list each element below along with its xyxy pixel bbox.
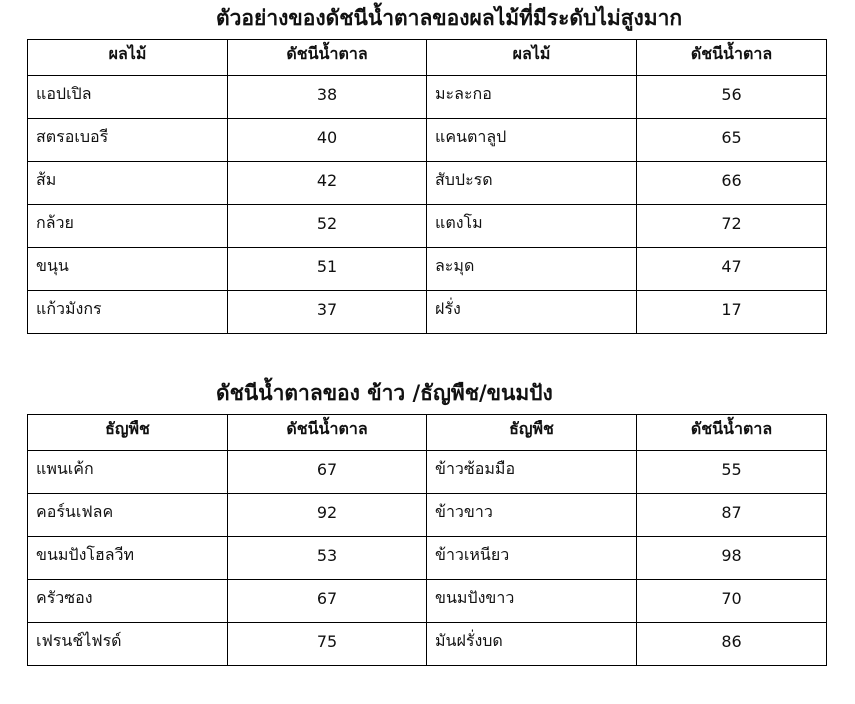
gi-value-cell: 67 [228, 580, 427, 623]
gi-value-cell: 56 [637, 76, 827, 119]
item-name-cell: ส้ม [28, 162, 228, 205]
item-name-cell: แคนตาลูป [427, 119, 637, 162]
table-row [28, 537, 827, 580]
fruit-table-title: ตัวอย่างของดัชนีน้ำตาลของผลไม้ที่มีระดับไม่สูงมาก [216, 6, 683, 30]
gi-value-cell: 75 [228, 623, 427, 666]
grain-table-title: ดัชนีน้ำตาลของ ข้าว /ธัญพืช/ขนมปัง [216, 381, 553, 405]
item-name-cell: กล้วย [28, 205, 228, 248]
gi-value-cell: 38 [228, 76, 427, 119]
item-name-cell: มะละกอ [427, 76, 637, 119]
gi-value-cell: 67 [228, 451, 427, 494]
gi-value-cell: 72 [637, 205, 827, 248]
gi-value-cell: 55 [637, 451, 827, 494]
table-row [28, 451, 827, 494]
column-header-item: ธัญพืช [28, 415, 228, 451]
gi-value-cell: 92 [228, 494, 427, 537]
gi-value-cell: 51 [228, 248, 427, 291]
item-name-cell: คอร์นเฟลค [28, 494, 228, 537]
column-header-gi: ดัชนีน้ำตาล [637, 415, 827, 451]
table-row [28, 248, 827, 291]
table-row [28, 494, 827, 537]
item-name-cell: ขนมปังขาว [427, 580, 637, 623]
column-header-gi: ดัชนีน้ำตาล [228, 415, 427, 451]
gi-value-cell: 53 [228, 537, 427, 580]
table-row [28, 580, 827, 623]
table-header-row [28, 40, 827, 76]
item-name-cell: มันฝรั่งบด [427, 623, 637, 666]
item-name-cell: ข้าวซ้อมมือ [427, 451, 637, 494]
item-name-cell: แก้วมังกร [28, 291, 228, 334]
gi-value-cell: 52 [228, 205, 427, 248]
item-name-cell: สตรอเบอรี [28, 119, 228, 162]
item-name-cell: ครัวซอง [28, 580, 228, 623]
item-name-cell: ขนมปังโฮลวีท [28, 537, 228, 580]
table-row [28, 76, 827, 119]
gi-value-cell: 66 [637, 162, 827, 205]
gi-value-cell: 65 [637, 119, 827, 162]
item-name-cell: ฝรั่ง [427, 291, 637, 334]
gi-value-cell: 40 [228, 119, 427, 162]
table-row [28, 623, 827, 666]
column-header-gi: ดัชนีน้ำตาล [637, 40, 827, 76]
grain-glycemic-index-table [27, 414, 827, 666]
table-row [28, 291, 827, 334]
gi-value-cell: 17 [637, 291, 827, 334]
gi-value-cell: 47 [637, 248, 827, 291]
column-header-gi: ดัชนีน้ำตาล [228, 40, 427, 76]
gi-value-cell: 42 [228, 162, 427, 205]
gi-value-cell: 87 [637, 494, 827, 537]
gi-value-cell: 86 [637, 623, 827, 666]
table-row [28, 162, 827, 205]
item-name-cell: ละมุด [427, 248, 637, 291]
item-name-cell: ข้าวขาว [427, 494, 637, 537]
table-row [28, 205, 827, 248]
table-header-row [28, 415, 827, 451]
item-name-cell: แพนเค้ก [28, 451, 228, 494]
table-row [28, 119, 827, 162]
gi-value-cell: 70 [637, 580, 827, 623]
item-name-cell: เฟรนช์ไฟรด์ [28, 623, 228, 666]
gi-value-cell: 37 [228, 291, 427, 334]
column-header-item: ธัญพืช [427, 415, 637, 451]
column-header-item: ผลไม้ [427, 40, 637, 76]
gi-value-cell: 98 [637, 537, 827, 580]
item-name-cell: สับปะรด [427, 162, 637, 205]
item-name-cell: ขนุน [28, 248, 228, 291]
item-name-cell: ข้าวเหนียว [427, 537, 637, 580]
item-name-cell: แอปเปิล [28, 76, 228, 119]
column-header-item: ผลไม้ [28, 40, 228, 76]
fruit-glycemic-index-table [27, 39, 827, 334]
item-name-cell: แตงโม [427, 205, 637, 248]
